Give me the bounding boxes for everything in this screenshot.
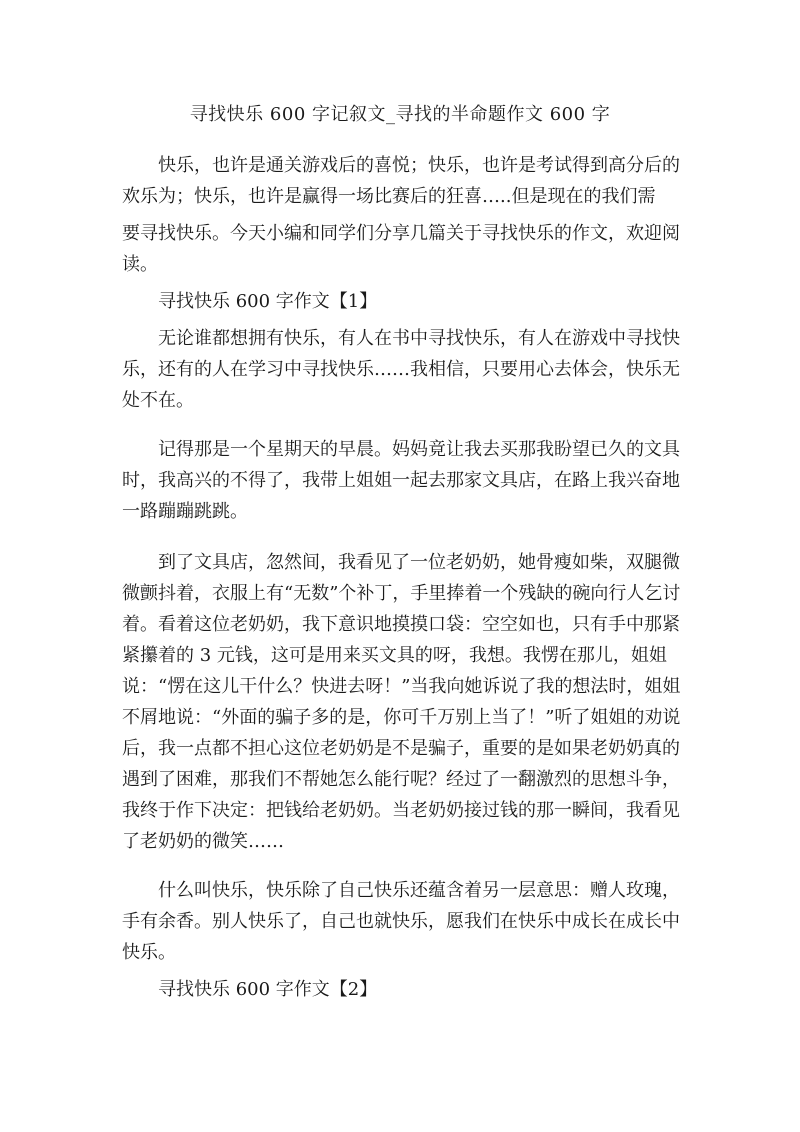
document-title: 寻找快乐 600 字记叙文_寻找的半命题作文 600 字 — [189, 104, 611, 125]
essay1-paragraph: 到了文具店，忽然间，我看见了一位老奶奶，她骨瘦如柴，双腿微微颤抖着，衣服上有“无数”个补丁，手里捧着一个残缺的碗向行人乞讨着。看着这位老奶奶，我下意识地摸摸口袋：空空如也，只有手中那紧紧攥着的 3 元钱，这可是用来买文具的呀，我想。我愣在那儿，姐姐说：“愣在这儿干什么？快进去呀！”当我向她诉说了我的想法时，姐姐不屑地说：“外面的骗子多的是，你可千万别上当了！”听了姐姐的劝说后，我一点都不担心这位老奶奶是不是骗子，重要的是如果老奶奶真的遇到了困难，那我们不帮她怎么能行呢？经过了一翻激烈的思想斗争，我终于作下决定：把钱给老奶奶。当老奶奶接过钱的那一瞬间，我看见了老奶奶的微笑…… — [122, 552, 681, 852]
intro-paragraph-part2: 要寻找快乐。今天小编和同学们分享几篇关于寻找快乐的作文，欢迎阅读。 — [122, 223, 680, 275]
intro-paragraph-part1: 快乐，也许是通关游戏后的喜悦；快乐，也许是考试得到高分后的欢乐为；快乐，也许是赢得一场比赛后的狂喜…..但是现在的我们需 — [122, 155, 680, 207]
document-body — [122, 150, 682, 1005]
essay1-heading: 寻找快乐 600 字作文【1】 — [158, 291, 378, 312]
essay1-paragraph: 什么叫快乐，快乐除了自己快乐还蕴含着另一层意思：赠人玫瑰，手有余香。别人快乐了，自己也就快乐，愿我们在快乐中成长在成长中快乐。 — [122, 880, 680, 963]
essay1-paragraph: 无论谁都想拥有快乐，有人在书中寻找快乐，有人在游戏中寻找快乐，还有的人在学习中寻找快乐……我相信，只要用心去体会，快乐无处不在。 — [122, 328, 680, 411]
essay2-heading: 寻找快乐 600 字作文【2】 — [158, 979, 378, 1000]
essay1-paragraph: 记得那是一个星期天的早晨。妈妈竟让我去买那我盼望已久的文具时，我高兴的不得了，我带上姐姐一起去那家文具店，在路上我兴奋地一路蹦蹦跳跳。 — [122, 439, 680, 522]
